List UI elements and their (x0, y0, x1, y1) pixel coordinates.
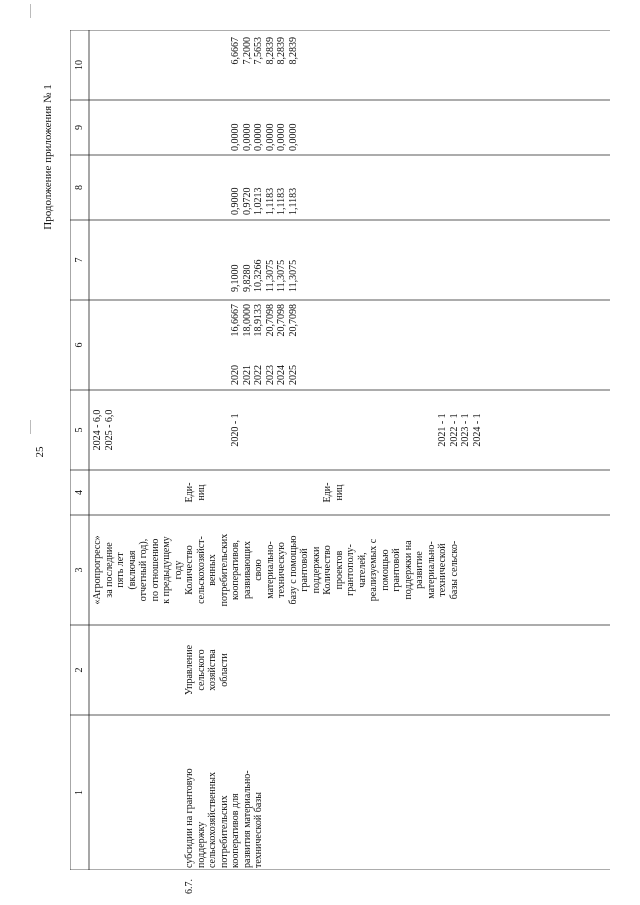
rotated-table-page (70, 30, 610, 894)
indicator-2-values: 2021 - 1 2022 - 1 2023 - 1 2024 - 1 (437, 413, 483, 447)
col-header-2: 2 (74, 667, 85, 673)
scan-edge-mark-middle (30, 420, 31, 434)
unit-1: Еди- ниц (184, 482, 207, 503)
table-grid (70, 30, 610, 870)
unit-2: Еди- ниц (322, 482, 345, 503)
scan-edge-mark-top (30, 4, 31, 18)
finance-col-8: 0,9000 0,9720 1,0213 1,1183 1,1183 1,1183 (230, 187, 299, 215)
continued-period-values: 2024 - 6,0 2025 - 6,0 (92, 409, 115, 451)
row-number: 6.7. (184, 879, 195, 894)
row-name: субсидии на грантовую поддержку сельскохозяйственных потребительских кооперативов для развития материально- технической базы (184, 768, 264, 868)
indicator-2: Количество проектов грантополу- чателей, реализуемых с помощью грантовой поддержки на развитие материально- технической базы сельско- (322, 538, 460, 602)
col-header-9: 9 (74, 125, 85, 130)
col-header-6: 6 (74, 342, 85, 348)
finance-col-7: 9,1000 9,8280 10,3266 11,3075 11,3075 11,3075 (230, 259, 299, 292)
col-header-10: 10 (74, 60, 85, 70)
indicator-1-value: 2020 - 1 (230, 413, 241, 447)
finance-years: 2020 2021 2022 2023 2024 2025 (230, 365, 299, 385)
col-header-5: 5 (74, 427, 85, 433)
page-number: 25 (34, 446, 46, 458)
col-header-4: 4 (74, 490, 85, 495)
continued-indicator-text: «Агропрогресс» за последние пять лет (включая отчетный год), по отношению к предыдущему году (92, 535, 184, 605)
finance-col-9: 0,0000 0,0000 0,0000 0,0000 0,0000 0,0000 (230, 123, 299, 151)
col-header-7: 7 (74, 257, 85, 263)
finance-col-10: 6,6667 7,2000 7,5653 8,2839 8,2839 8,2839 (230, 37, 299, 65)
col-header-3: 3 (74, 567, 85, 573)
indicator-1: Количество сельскохозяйст- венных потребительских кооперативов, развивающих свою материально- техническую базу с помощью грантовой поддержки (184, 533, 322, 607)
finance-col-6: 16,6667 18,0000 18,9133 20,7098 20,7098 20,7098 (230, 304, 299, 337)
running-head: Продолжение приложения № 1 (42, 84, 54, 230)
responsible-body: Управление сельского хозяйства области (184, 644, 230, 696)
col-header-8: 8 (74, 185, 85, 190)
col-header-1: 1 (74, 790, 85, 795)
